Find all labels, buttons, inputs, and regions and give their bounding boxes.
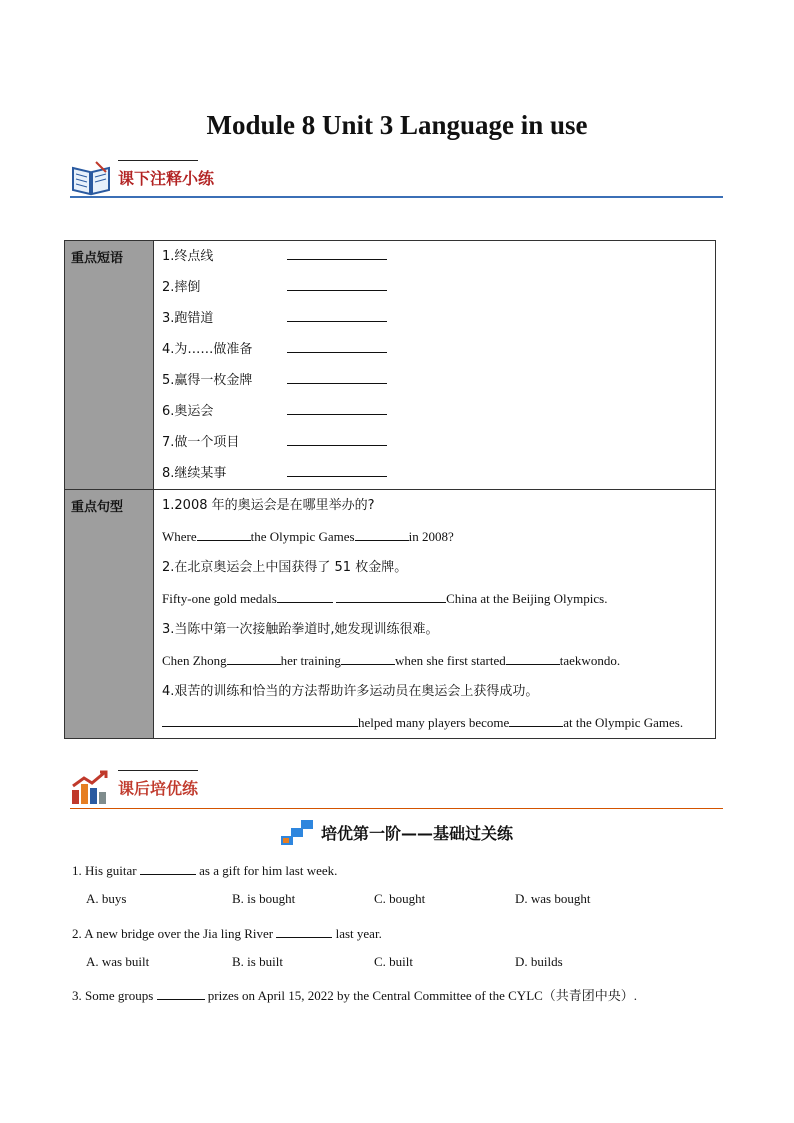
answer-blank[interactable] xyxy=(287,276,387,291)
answer-blank[interactable] xyxy=(341,650,395,665)
header-top-rule xyxy=(118,770,198,771)
phrase-row xyxy=(162,458,715,489)
answer-blank[interactable] xyxy=(140,860,196,875)
answer-blank[interactable] xyxy=(506,650,560,665)
sentence-en: Fifty-one gold medals China at the Beijing Olympics. xyxy=(162,583,715,614)
phrase-text: 7.做一个项目 xyxy=(162,435,240,450)
phrase-text: 2.摔倒 xyxy=(162,280,201,295)
subheading xyxy=(0,818,794,846)
phrase-row xyxy=(162,303,715,334)
option[interactable]: D. was bought xyxy=(515,891,591,906)
answer-blank[interactable] xyxy=(355,526,409,541)
answer-blank[interactable] xyxy=(162,712,358,727)
option[interactable]: B. is bought xyxy=(232,891,296,906)
answer-blank[interactable] xyxy=(509,712,563,727)
sentence-cn: 1.2008 年的奥运会是在哪里举办的? xyxy=(162,498,375,513)
sentence-en: helped many players become at the Olympic Games. xyxy=(162,707,715,738)
section-label: 课后培优练 xyxy=(118,779,199,798)
stairs-icon xyxy=(281,818,315,846)
option[interactable]: B. is built xyxy=(232,954,283,969)
phrase-text: 5.赢得一枚金牌 xyxy=(162,373,253,388)
open-book-icon xyxy=(70,160,112,196)
phrases-cell xyxy=(154,241,716,490)
phrase-text: 4.为……做准备 xyxy=(162,342,253,357)
bar-chart-growth-icon xyxy=(70,770,112,806)
answer-blank[interactable] xyxy=(157,985,205,1000)
answer-blank[interactable] xyxy=(276,923,332,938)
answer-blank[interactable] xyxy=(287,462,387,477)
sentence-cn: 2.在北京奥运会上中国获得了 51 枚金牌。 xyxy=(162,560,408,575)
phrase-row xyxy=(162,241,715,272)
phrase-row xyxy=(162,365,715,396)
answer-blank[interactable] xyxy=(227,650,281,665)
sentence-en: Where the Olympic Games in 2008? xyxy=(162,521,715,552)
header-divider xyxy=(70,196,723,198)
answer-blank[interactable] xyxy=(287,245,387,260)
question-2: 2. A new bridge over the Jia ling River last year. xyxy=(72,923,382,942)
header-divider xyxy=(70,808,723,809)
page-title: Module 8 Unit 3 Language in use xyxy=(206,110,588,140)
answer-blank[interactable] xyxy=(287,338,387,353)
answer-blank[interactable] xyxy=(197,526,251,541)
category-sentences: 重点句型 xyxy=(65,490,154,739)
section-header-practice xyxy=(70,770,723,810)
phrase-row xyxy=(162,334,715,365)
subheading-label: 培优第一阶——基础过关练 xyxy=(320,823,513,843)
question-1: 1. His guitar as a gift for him last week. xyxy=(72,860,337,879)
option[interactable]: A. buys xyxy=(86,891,127,906)
answer-blank[interactable] xyxy=(287,400,387,415)
option[interactable]: A. was built xyxy=(86,954,150,969)
question-3: 3. Some groups prizes on April 15, 2022 by the Central Committee of the CYLC（共青团中央）. xyxy=(72,985,637,1004)
header-top-rule xyxy=(118,160,198,161)
sentence-cn: 3.当陈中第一次接触跆拳道时,她发现训练很难。 xyxy=(162,622,439,637)
answer-blank[interactable] xyxy=(287,307,387,322)
answer-blank[interactable] xyxy=(277,588,333,603)
option[interactable]: C. bought xyxy=(374,891,426,906)
phrase-row xyxy=(162,427,715,458)
section-label: 课下注释小练 xyxy=(118,169,215,188)
answer-blank[interactable] xyxy=(336,588,446,603)
sentence-cn: 4.艰苦的训练和恰当的方法帮助许多运动员在奥运会上获得成功。 xyxy=(162,684,539,699)
phrase-text: 8.继续某事 xyxy=(162,466,227,481)
phrase-text: 1.终点线 xyxy=(162,249,214,264)
option[interactable]: C. built xyxy=(374,954,414,969)
section-header-notes xyxy=(70,160,723,200)
exercise-table xyxy=(64,240,716,739)
phrase-text: 6.奥运会 xyxy=(162,404,214,419)
answer-blank[interactable] xyxy=(287,369,387,384)
phrase-row xyxy=(162,272,715,303)
phrase-text: 3.跑错道 xyxy=(162,311,214,326)
category-phrases: 重点短语 xyxy=(65,241,154,490)
phrase-row xyxy=(162,396,715,427)
option[interactable]: D. builds xyxy=(515,954,563,969)
sentences-cell xyxy=(154,490,716,739)
sentence-en: Chen Zhong her training when she first started taekwondo. xyxy=(162,645,715,676)
answer-blank[interactable] xyxy=(287,431,387,446)
